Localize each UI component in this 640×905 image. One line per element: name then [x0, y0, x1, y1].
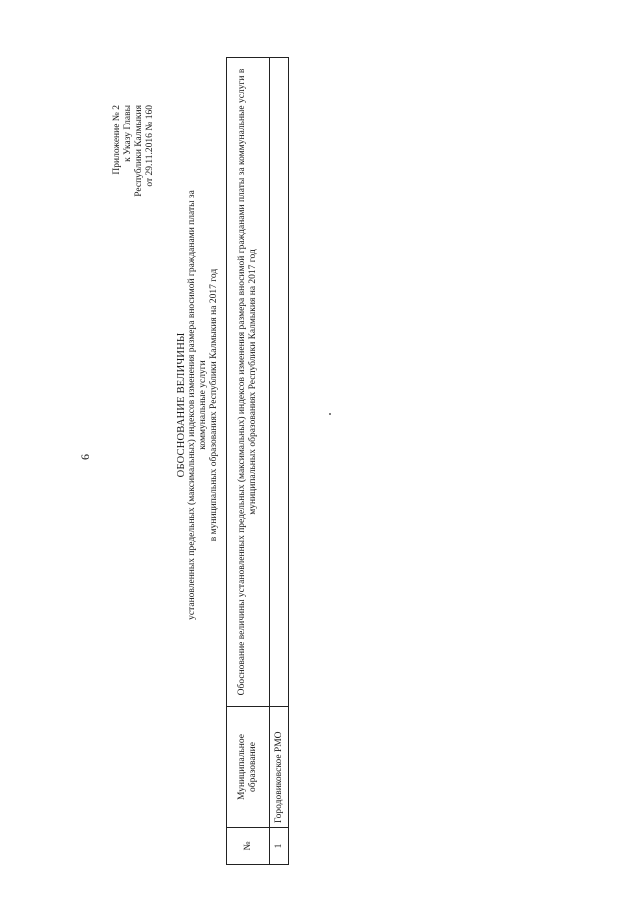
scan-speck: [329, 413, 331, 415]
row-municipality: Городовиковское РМО: [270, 707, 289, 828]
table-row: [270, 58, 289, 865]
header-number: №: [227, 828, 270, 865]
appendix-line-1: Приложение № 2: [112, 105, 122, 175]
page-number: 6: [78, 454, 92, 460]
basis-table: [226, 57, 289, 865]
title-line-3: в муниципальных образованиях Республики Калмыкия на 2017 год: [209, 268, 219, 542]
row-basis: [270, 58, 289, 707]
table-header-row: [227, 58, 270, 865]
appendix-line-3: Республики Калмыкия: [134, 105, 144, 197]
header-municipality: Муниципальное образование: [227, 707, 270, 828]
title-line-2: установленных предельных (максимальных) индексов изменения размера вносимой гражданами платы за коммунальные услуги: [187, 190, 208, 620]
appendix-line-2: к Указу Главы: [123, 105, 133, 162]
appendix-line-4: от 29.11.2016 № 160: [145, 105, 155, 187]
row-number: 1: [270, 828, 289, 865]
title-main: ОБОСНОВАНИЕ ВЕЛИЧИНЫ: [176, 332, 187, 478]
document-title: [176, 185, 220, 625]
appendix-reference: [112, 105, 156, 225]
header-basis: Обоснование величины установленных предельных (максимальных) индексов изменения размера вносимой гражданами платы за коммунальные услуги в муниципальных образованиях Республики Калмыкия на 2017 год: [227, 58, 270, 707]
